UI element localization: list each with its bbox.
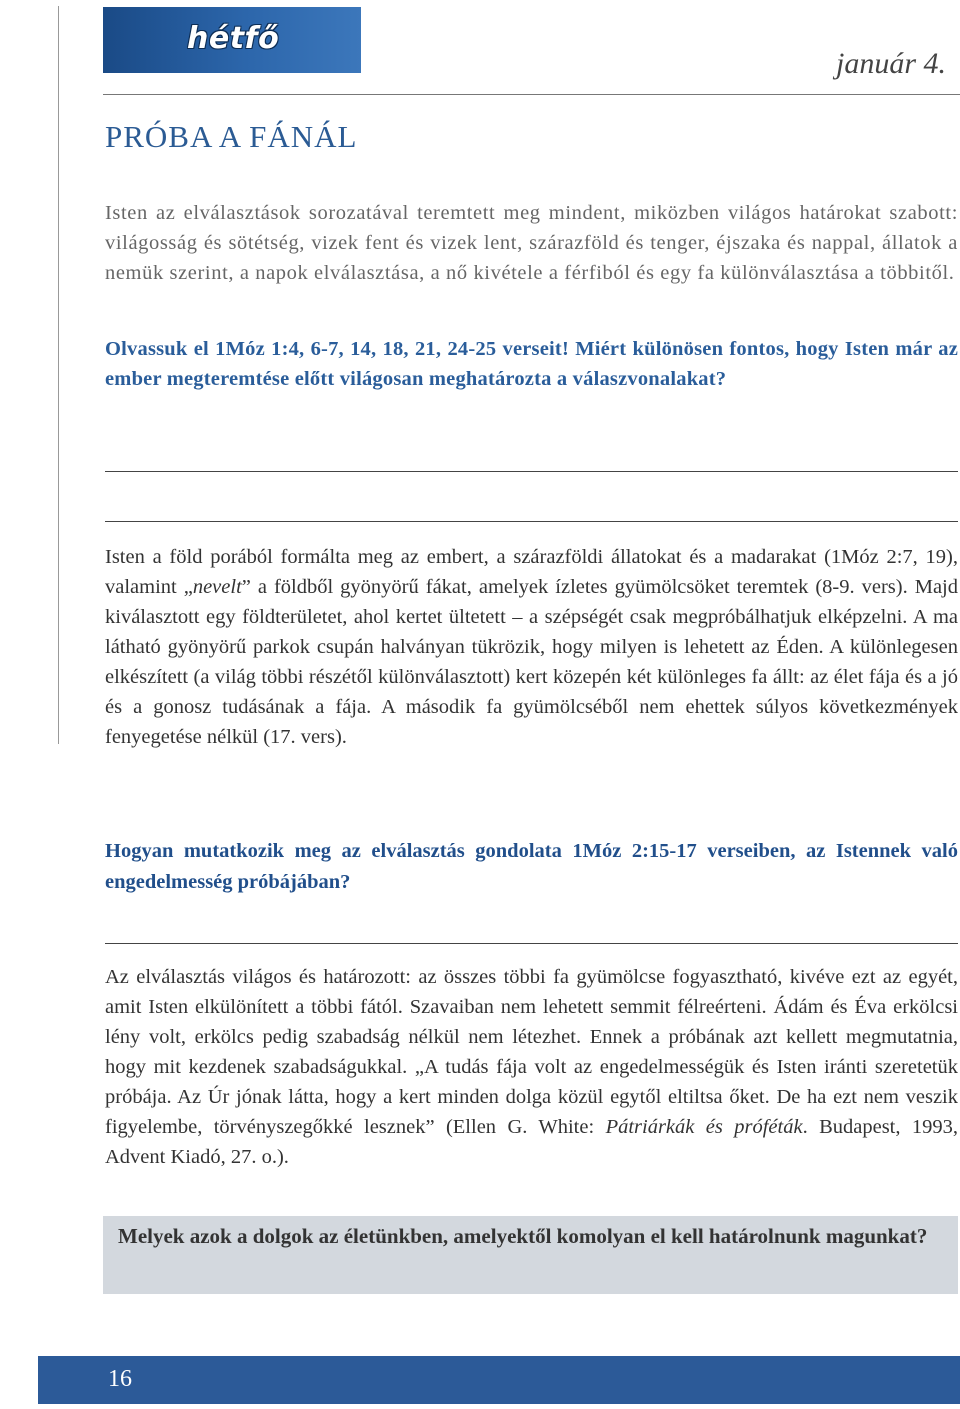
day-label: hétfő	[187, 21, 280, 56]
study-question-1: Olvassuk el 1Móz 1:4, 6-7, 14, 18, 21, 24-25 verseit! Miért különösen fontos, hogy Isten már az ember megteremtése előtt világosan meghatározta a válaszvonalakat?	[105, 338, 958, 390]
body-paragraph-2-text-b: . Budapest, 1993, Advent Kiadó, 27. o.).	[105, 1116, 959, 1168]
body-paragraph-2-text-a: Az elválasztás világos és határozott: az összes többi fa gyümölcse fogyasztható, kivéve ezt az egyét, amit Isten elkülönített a többi fától. Szavaiban nem lehetett semmit félreérteni. Ádám és Éva erkölcsi lény volt, erkölcs pedig szabadság nélkül nem létezhet. Ennek a próbának azt kellett megmutatnia, hogy mit kezdenek szabadságukkal. „A tudás fája volt az engedelmességük és Isten iránti szeretetük próbája. Az Úr jónak látta, hogy a kert minden dolga közül egytől eltiltsa őket. De ha ezt nem veszik figyelembe, törvényszegőkké lesznek” (Ellen G. White:	[105, 966, 958, 1138]
lesson-title: PRÓBA A FÁNÁL	[105, 119, 358, 154]
body-paragraph-1-text-b: ” a földből gyönyörű fákat, amelyek ízletes gyümölcsöket teremtek (8-9. vers). Majd kiválasztott egy földterületet, ahol kertet ültetett – a szépségét csak megpróbálhatjuk elképzelni. A ma látható gyönyörű parkok csupán halványan tükrözik, hogy milyen is lehetett az Éden. A különlegesen elkészített (a világ többi részétől különválasztott) kert közepén két különleges fa állt: az élet fája és a jó és a gonosz tudásának a fája. A második fa gyümölcséből nem ehettek súlyos következmények fenyegetése nélkül (17. vers).	[105, 576, 958, 748]
study-question-2: Hogyan mutatkozik meg az elválasztás gondolata 1Móz 2:15-17 verseiben, az Istennek való engedelmesség próbájában?	[105, 840, 958, 893]
date-label: január 4.	[835, 47, 946, 80]
reflection-question: Melyek azok a dolgok az életünkben, amelyektől komolyan el kell határolnunk magunkat?	[118, 1224, 928, 1248]
header-rule	[103, 94, 960, 95]
margin-rule	[58, 6, 59, 744]
intro-paragraph: Isten az elválasztások sorozatával teremtett meg mindent, miközben világos határokat szabott: világosság és sötétség, vizek fent és vizek lent, szárazföld és tenger, éjszaka és nappal, állatok a nemük szerint, a napok elválasztása, a nő kivétele a férfiból és egy fa különválasztása a többitől.	[105, 202, 958, 284]
page-number: 16	[108, 1366, 132, 1392]
page-footer	[38, 1356, 960, 1404]
body-paragraph-1	[105, 542, 958, 752]
answer-line-3[interactable]	[105, 943, 958, 944]
book-title: Pátriárkák és próféták	[605, 1116, 803, 1138]
answer-line-2[interactable]	[105, 521, 958, 522]
reflection-box	[103, 1216, 958, 1294]
body-paragraph-1-text-a: Isten a föld porából formálta meg az embert, a szárazföldi állatokat és a madarakat (1Móz 2:7, 19), valamint „	[105, 546, 958, 598]
answer-line-1[interactable]	[105, 471, 958, 472]
body-paragraph-2	[105, 962, 958, 1172]
day-tab	[103, 7, 361, 73]
emphasis-nevelt: nevelt	[192, 576, 242, 598]
